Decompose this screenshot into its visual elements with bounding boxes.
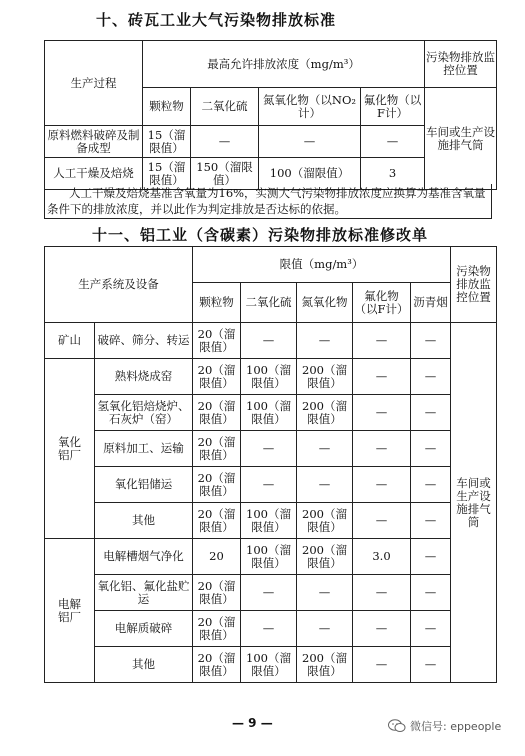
equipment-name: 电解质破碎 (95, 611, 193, 647)
equipment-name: 电解槽烟气净化 (95, 539, 193, 575)
cell-value: 150（溜限值） (191, 158, 259, 190)
aluminum-emission-table (44, 246, 497, 683)
equipment-name: 氢氧化铝焙烧炉、石灰炉（窑） (95, 395, 193, 431)
cell-value: — (353, 395, 411, 431)
cell-value: 100（溜限值） (259, 158, 361, 190)
cell-value: 3.0 (353, 539, 411, 575)
cell-value: 20（溜限值） (193, 395, 241, 431)
cell-value: 20（溜限值） (193, 467, 241, 503)
cell-value: 20（溜限值） (193, 431, 241, 467)
equipment-name: 原料加工、运输 (95, 431, 193, 467)
equipment-name: 氧化铝、氟化盐贮运 (95, 575, 193, 611)
cell-value: — (297, 575, 353, 611)
cell-value: 20（溜限值） (193, 611, 241, 647)
wechat-icon (388, 719, 406, 733)
col-header: 氟化物（以F计） (361, 88, 425, 126)
equipment-name: 其他 (95, 503, 193, 539)
cell-value: — (411, 539, 451, 575)
col-header: 颗粒物 (193, 283, 241, 323)
cell-value: 100（溜限值） (241, 539, 297, 575)
cell-value: 20（溜限值） (193, 503, 241, 539)
cell-value: 100（溜限值） (241, 503, 297, 539)
cell-value: — (241, 467, 297, 503)
table-row (45, 323, 497, 359)
cell-value: — (411, 503, 451, 539)
cell-value: — (411, 323, 451, 359)
monitor-header: 污染物排放监控位置 (451, 247, 497, 323)
cell-value: — (411, 431, 451, 467)
watermark (388, 718, 501, 734)
table-row (45, 539, 497, 575)
cell-value: — (411, 575, 451, 611)
equipment-name: 氧化铝储运 (95, 467, 193, 503)
monitor-location: 车间或生产设施排气筒 (451, 323, 497, 683)
col-header: 氟化物（以F计） (353, 283, 411, 323)
process-header: 生产过程 (45, 41, 143, 126)
cell-value: — (297, 323, 353, 359)
cell-value: — (297, 431, 353, 467)
group-name: 氧化铝厂 (45, 359, 95, 539)
limit-header: 最高允许排放浓度（mg/m³） (143, 41, 425, 88)
table-row (45, 611, 497, 647)
cell-value: — (411, 611, 451, 647)
cell-value: — (241, 431, 297, 467)
cell-value: 200（溜限值） (297, 539, 353, 575)
cell-value: — (353, 359, 411, 395)
cell-value: 3 (361, 158, 425, 190)
cell-value: 20（溜限值） (193, 575, 241, 611)
page-number: — 9 — (232, 716, 273, 730)
cell-value: 15（溜限值） (143, 158, 191, 190)
cell-value: — (297, 611, 353, 647)
cell-value: 100（溜限值） (241, 395, 297, 431)
col-header: 氮氧化物（以NO₂计） (259, 88, 361, 126)
cell-value: — (241, 323, 297, 359)
process-name: 原料燃料破碎及制备成型 (45, 126, 143, 158)
section11-title: 十一、铝工业（含碳素）污染物排放标准修改单 (92, 226, 429, 244)
cell-value: — (411, 647, 451, 683)
table-row (45, 359, 497, 395)
cell-value: 20（溜限值） (193, 323, 241, 359)
table-row (45, 503, 497, 539)
process-name: 人工干燥及焙烧 (45, 158, 143, 190)
cell-value: 200（溜限值） (297, 503, 353, 539)
watermark-text: 微信号: eppeople (410, 720, 502, 733)
cell-value: — (259, 126, 361, 158)
col-header: 氮氧化物 (297, 283, 353, 323)
cell-value: — (353, 431, 411, 467)
cell-value: — (361, 126, 425, 158)
cell-value: — (411, 359, 451, 395)
group-name: 电解铝厂 (45, 539, 95, 683)
cell-value: — (297, 467, 353, 503)
cell-value: 20（溜限值） (193, 359, 241, 395)
cell-value: 100（溜限值） (241, 359, 297, 395)
cell-value: — (411, 395, 451, 431)
cell-value: 20 (193, 539, 241, 575)
equipment-name: 破碎、筛分、转运 (95, 323, 193, 359)
cell-value: — (353, 323, 411, 359)
cell-value: — (191, 126, 259, 158)
group-name: 矿山 (45, 323, 95, 359)
cell-value: — (353, 575, 411, 611)
col-header: 沥青烟 (411, 283, 451, 323)
cell-value: — (241, 611, 297, 647)
section10-note: 人工干燥及焙烧基准含氧量为16%，实测大气污染物排放浓度应换算为基准含氧量条件下的排放浓度，并以此作为判定排放是否达标的依据。 (44, 184, 492, 219)
table-row (45, 647, 497, 683)
equipment-name: 其他 (95, 647, 193, 683)
cell-value: 100（溜限值） (241, 647, 297, 683)
monitor-location: 车间或生产设施排气筒 (425, 88, 497, 190)
equipment-name: 熟料烧成窑 (95, 359, 193, 395)
cell-value: — (353, 647, 411, 683)
cell-value: — (353, 611, 411, 647)
cell-value: 15（溜限值） (143, 126, 191, 158)
cell-value: 20（溜限值） (193, 647, 241, 683)
cell-value: 200（溜限值） (297, 359, 353, 395)
monitor-header: 污染物排放监控位置 (425, 41, 497, 88)
table-row (45, 395, 497, 431)
limit-header: 限值（mg/m³） (193, 247, 451, 283)
cell-value: 200（溜限值） (297, 647, 353, 683)
system-header: 生产系统及设备 (45, 247, 193, 323)
col-header: 二氧化硫 (241, 283, 297, 323)
cell-value: — (241, 575, 297, 611)
col-header: 二氧化硫 (191, 88, 259, 126)
table-row (45, 467, 497, 503)
brick-emission-table (44, 40, 497, 190)
table-row (45, 431, 497, 467)
col-header: 颗粒物 (143, 88, 191, 126)
cell-value: — (353, 467, 411, 503)
cell-value: 200（溜限值） (297, 395, 353, 431)
cell-value: — (411, 467, 451, 503)
cell-value: — (353, 503, 411, 539)
table-row (45, 575, 497, 611)
section10-title: 十、砖瓦工业大气污染物排放标准 (96, 11, 337, 29)
